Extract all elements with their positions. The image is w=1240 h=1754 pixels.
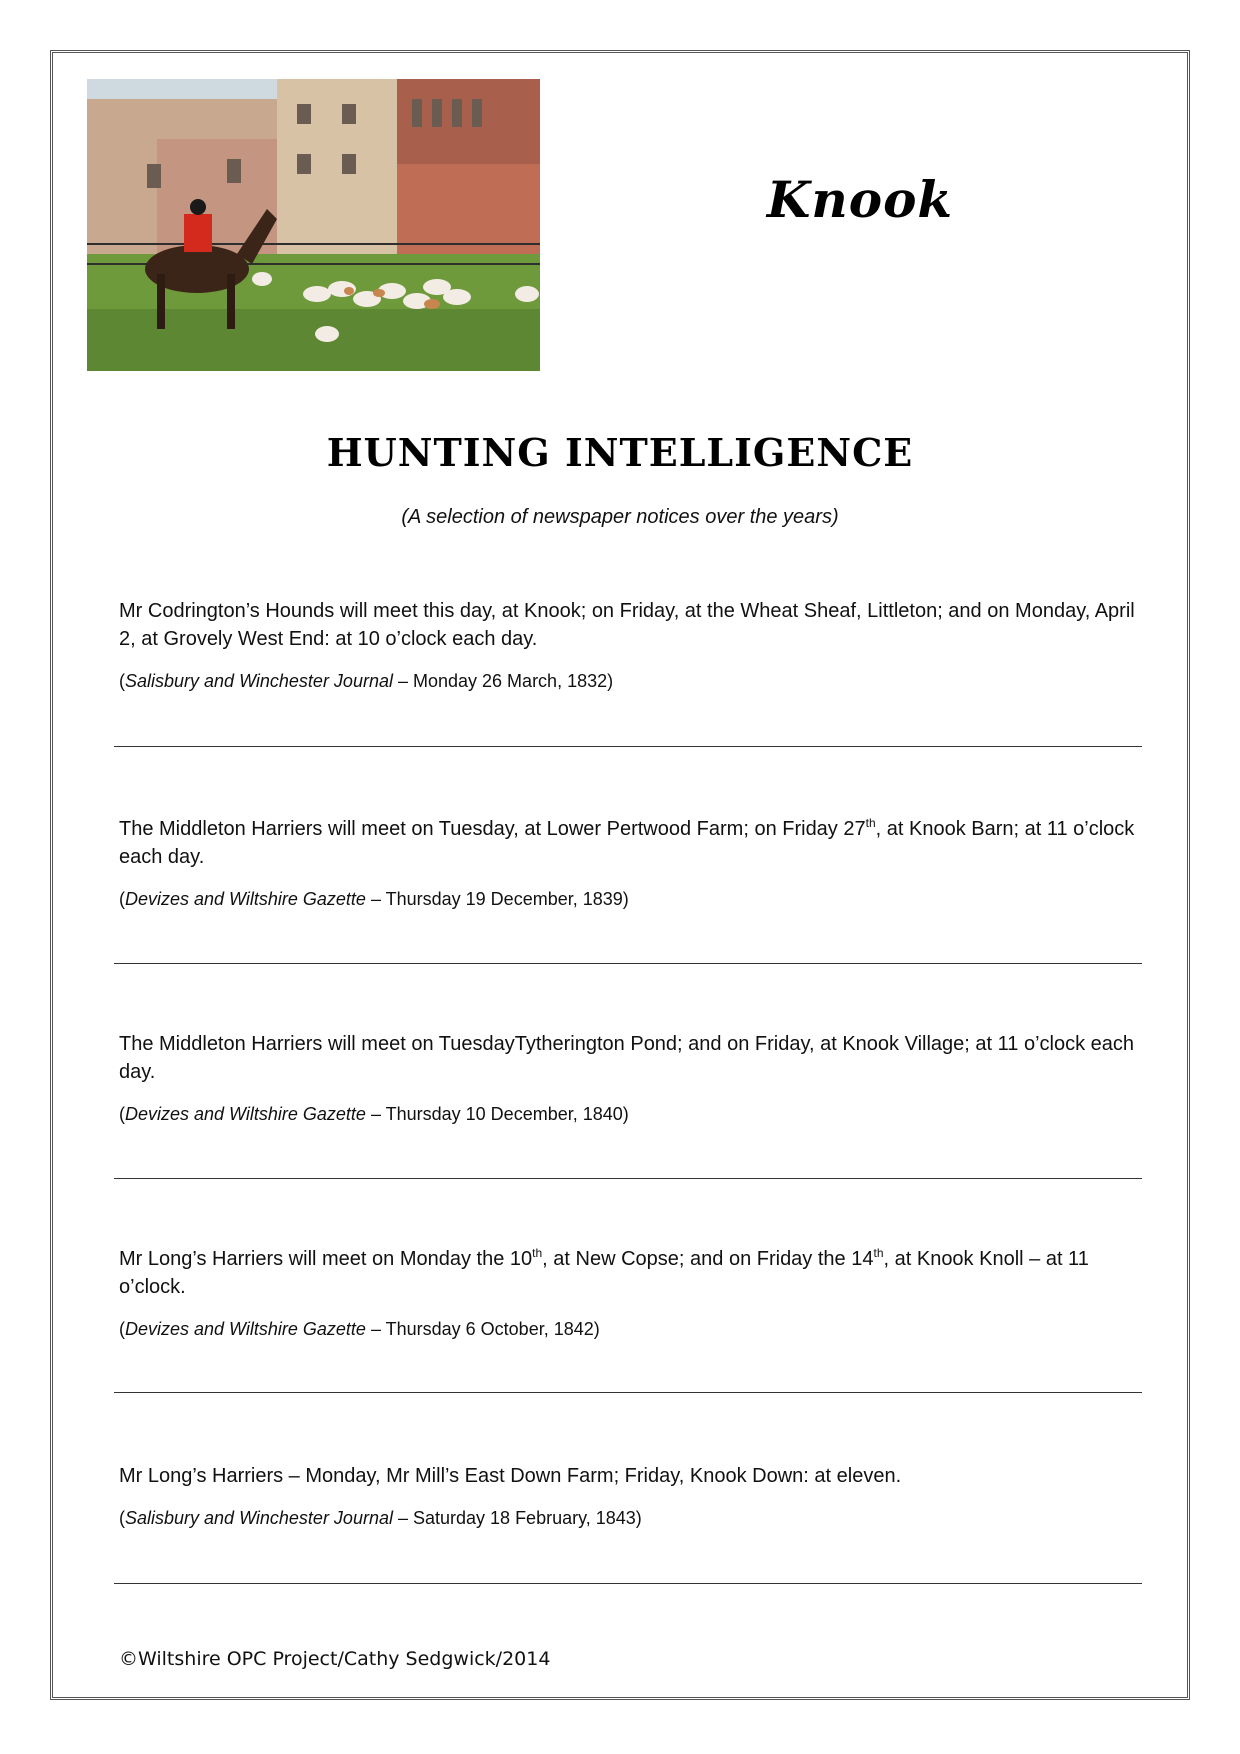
notice-item: [119, 597, 1139, 692]
citation-date: – Saturday 18 February, 1843): [392, 1508, 642, 1528]
citation-date: – Thursday 19 December, 1839): [365, 889, 629, 909]
citation-source: Devizes and Wiltshire Gazette: [125, 1319, 366, 1339]
citation-source: Salisbury and Winchester Journal: [125, 1508, 393, 1528]
notice-citation: (Devizes and Wiltshire Gazette – Thursday 6 October, 1842): [119, 1319, 600, 1339]
notice-text: Mr Codrington’s Hounds will meet this day, at Knook; on Friday, at the Wheat Sheaf, Littleton; and on Monday, April 2, at Grovely West End: at 10 o’clock each day.: [119, 600, 1135, 650]
notice-text: The Middleton Harriers will meet on Tuesday, at Lower Pertwood Farm; on Friday 27th, at Knook Barn; at 11 o’clock each day.: [119, 816, 1135, 868]
notice-item: [119, 1462, 1139, 1529]
notice-citation: (Salisbury and Winchester Journal – Saturday 18 February, 1843): [119, 1508, 642, 1528]
divider: [114, 1178, 1142, 1179]
divider: [114, 1583, 1142, 1584]
hunt-photo-illustration: [87, 79, 540, 371]
citation-date: – Monday 26 March, 1832): [392, 671, 614, 691]
citation-date: – Thursday 10 December, 1840): [365, 1104, 629, 1124]
main-heading: HUNTING INTELLIGENCE: [326, 430, 914, 475]
notice-text: Mr Long’s Harriers – Monday, Mr Mill’s East Down Farm; Friday, Knook Down: at eleven.: [119, 1465, 902, 1487]
notice-text: The Middleton Harriers will meet on TuesdayTytherington Pond; and on Friday, at Knook Village; at 11 o’clock each day.: [119, 1033, 1134, 1083]
citation-source: Devizes and Wiltshire Gazette: [125, 889, 366, 909]
citation-date: – Thursday 6 October, 1842): [365, 1319, 600, 1339]
copyright-footer: ©Wiltshire OPC Project/Cathy Sedgwick/2014: [119, 1648, 551, 1670]
notice-citation: (Devizes and Wiltshire Gazette – Thursday 10 December, 1840): [119, 1104, 629, 1124]
divider: [114, 963, 1142, 964]
notice-item: [119, 1245, 1139, 1340]
notice-item: [119, 1030, 1139, 1125]
subtitle: (A selection of newspaper notices over the years): [401, 506, 839, 528]
divider: [114, 746, 1142, 747]
place-title: Knook: [766, 170, 954, 229]
hunt-photo: [87, 79, 540, 371]
divider: [114, 1392, 1142, 1393]
notice-item: [119, 815, 1139, 910]
notice-citation: (Devizes and Wiltshire Gazette – Thursday 19 December, 1839): [119, 889, 629, 909]
citation-source: Salisbury and Winchester Journal: [125, 671, 393, 691]
notice-text: Mr Long’s Harriers will meet on Monday the 10th, at New Copse; and on Friday the 14th, at Knook Knoll – at 11 o’clock.: [119, 1246, 1089, 1298]
citation-source: Devizes and Wiltshire Gazette: [125, 1104, 366, 1124]
notice-citation: (Salisbury and Winchester Journal – Monday 26 March, 1832): [119, 671, 614, 691]
